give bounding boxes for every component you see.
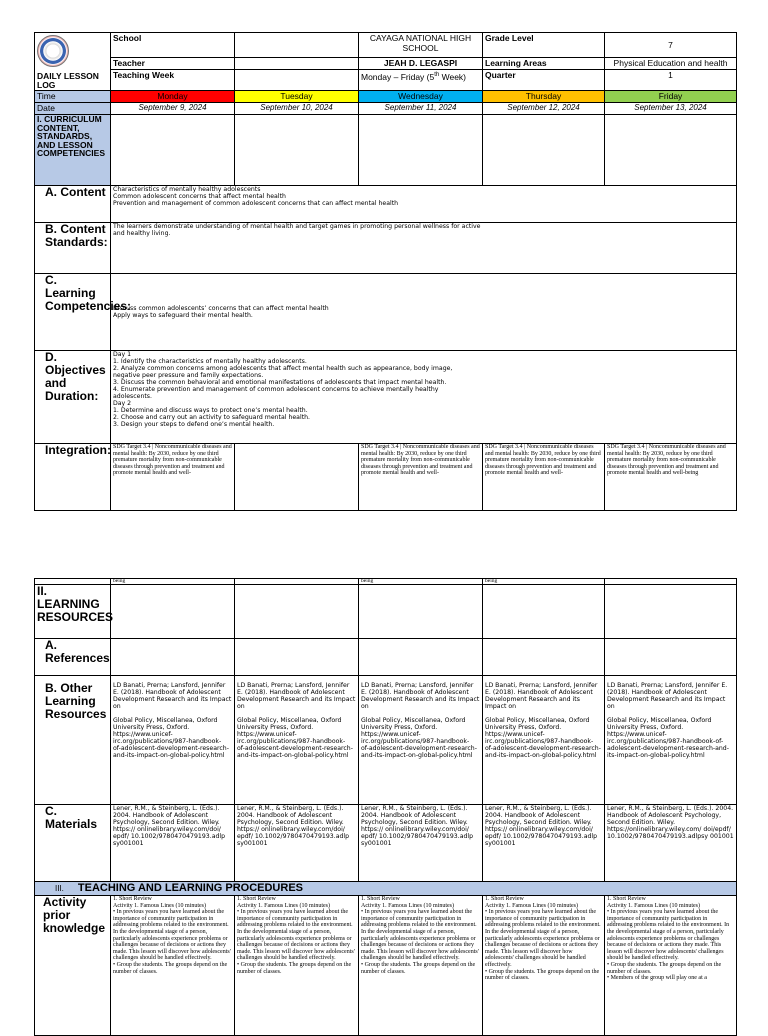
day-wednesday: Wednesday xyxy=(359,91,483,103)
school-value: CAYAGA NATIONAL HIGH SCHOOL xyxy=(359,33,483,58)
learning-competencies-label: C. Learning Competencies: xyxy=(35,274,111,351)
other-resources-monday: LD Banati, Prerna; Lansford, Jennifer E. (2018). Handbook of Adolescent Development Research and its Impact on Global Policy, Miscellanea, Oxford University Press, Oxford. https://www.unicef-irc.org/publications/987-handbook- of-adolescent-development-research-and-its-impact-on-global-policy.html xyxy=(111,676,235,805)
being-wednesday: being xyxy=(359,579,483,585)
grade-level-value: 7 xyxy=(605,33,737,58)
date-monday: September 9, 2024 xyxy=(111,103,235,115)
references-cell xyxy=(605,639,737,676)
grade-level-label: Grade Level xyxy=(483,33,605,58)
learning-areas-label: Learning Areas xyxy=(483,58,605,70)
date-label: Date xyxy=(35,103,111,115)
integration-label: Integration: xyxy=(35,444,111,511)
logo-cell xyxy=(35,33,111,91)
resources-cell xyxy=(111,585,235,639)
activity-wednesday: 1. Short Review Activity 1. Famous Lines (10 minutes) • In previous years you have learned about the importance of community participation in addressing problems related to the environment. In the developmental stage of a person, particularly adolescents experience problems or challenges because of decisions or actions they made. This lesson will discover how adolescents' challenges should be handled effectively. • Group the students. The groups depend on the number of classes. xyxy=(359,896,483,1036)
other-resources-tuesday: LD Banati, Prerna; Lansford, Jennifer E. (2018). Handbook of Adolescent Development Research and its Impact on Global Policy, Miscellanea, Oxford University Press, Oxford. https://www.unicef-irc.org/publications/987-handbook- of-adolescent-development-research-and-its-impact-on-global-policy.html xyxy=(235,676,359,805)
learning-resources-title: II. LEARNING RESOURCES xyxy=(35,585,111,639)
objectives-text: Day 1 1. Identify the characteristics of mentally healthy adolescents. 2. Analyze common concerns among adolescents that affect mental health such as appearance, body image, negative peer pressure and family expectations. 3. Discuss the common behavioral and emotional manifestations of adolescents that impact mental health. 4. Enumerate prevention and management of common adolescent concerns to achieve mentally healthy adolescents. Day 2 1. Determine and discuss ways to protect one’s mental health. 2. Choose and carry out an activity to safeguard mental health. 3. Design your steps to defend one’s mental health. xyxy=(111,351,737,444)
activity-prior-knowledge-label: Activity prior knowledge xyxy=(35,896,111,1036)
school-label: School xyxy=(111,33,235,58)
materials-friday: Lener, R.M., & Steinberg, L. (Eds.). 2004. Handbook of Adolescent Psychology, Second Edition. Wiley. https://onlinelibrary.wiley.com/ doi/epdf/ 10.1002/9780470479193.adlpsy 001001 xyxy=(605,805,737,882)
curriculum-cell xyxy=(235,115,359,186)
teacher-value: JEAH D. LEGASPI xyxy=(359,58,483,70)
being-monday: being xyxy=(111,579,235,585)
integration-monday: SDG Target 3.4 | Noncommunicable diseases and mental health: By 2030, reduce by one third premature mortality from non-communicable diseases through prevention and treatment and promote mental health and well- xyxy=(111,444,235,511)
teaching-week-label: Teaching Week xyxy=(111,70,235,91)
lesson-log-table-top xyxy=(34,32,737,511)
teacher-spacer xyxy=(235,58,359,70)
references-cell xyxy=(111,639,235,676)
materials-thursday: Lener, R.M., & Steinberg, L. (Eds.). 2004. Handbook of Adolescent Psychology, Second Edition. Wiley. https:// onlinelibrary.wiley.com/doi/ epdf/ 10.1002/9780470479193.adlp sy001001 xyxy=(483,805,605,882)
learning-areas-value: Physical Education and health xyxy=(605,58,737,70)
curriculum-cell xyxy=(483,115,605,186)
day-tuesday: Tuesday xyxy=(235,91,359,103)
teaching-week-spacer xyxy=(235,70,359,91)
quarter-value: 1 xyxy=(605,70,737,91)
integration-tuesday xyxy=(235,444,359,511)
curriculum-cell xyxy=(359,115,483,186)
curriculum-cell xyxy=(111,115,235,186)
other-resources-wednesday: LD Banati, Prerna; Lansford, Jennifer E. (2018). Handbook of Adolescent Development Research and its Impact on Global Policy, Miscellanea, Oxford University Press, Oxford. https://www.unicef-irc.org/publications/987-handbook- of-adolescent-development-research-and-its-impact-on-global-policy.html xyxy=(359,676,483,805)
integration-wednesday: SDG Target 3.4 | Noncommunicable diseases and mental health: By 2030, reduce by one third premature mortality from non-communicable diseases through prevention and treatment and promote mental health and well- xyxy=(359,444,483,511)
teaching-week-value: Monday – Friday (5th Week) xyxy=(359,70,483,91)
references-cell xyxy=(359,639,483,676)
content-standards-text: The learners demonstrate understanding of mental health and target games in promoting personal wellness for active and healthy living. xyxy=(111,223,737,274)
objectives-label: D. Objectives and Duration: xyxy=(35,351,111,444)
resources-cell xyxy=(483,585,605,639)
date-friday: September 13, 2024 xyxy=(605,103,737,115)
resources-cell xyxy=(605,585,737,639)
teacher-label: Teacher xyxy=(111,58,235,70)
curriculum-cell xyxy=(605,115,737,186)
quarter-label: Quarter xyxy=(483,70,605,91)
log-title: DAILY LESSON LOG xyxy=(37,71,99,90)
lesson-log-table-bottom xyxy=(34,578,737,1036)
activity-thursday: 1. Short Review Activity 1. Famous Lines (10 minutes) • In previous years you have learned about the importance of community participation in addressing problems related to the environment. In the developmental stage of a person, particularly adolescents experience problems or challenges because of decisions or actions they made. This lesson will discover how adolescents' challenges should be handled effectively. • Group the students. The groups depend on the number of classes. xyxy=(483,896,605,1036)
integration-friday: SDG Target 3.4 | Noncommunicable diseases and mental health: By 2030, reduce by one third premature mortality from non-communicable diseases through prevention and treatment and promote mental health and well-being xyxy=(605,444,737,511)
activity-tuesday: 1. Short Review Activity 1. Famous Lines (10 minutes) • In previous years you have learned about the importance of community participation in addressing problems related to the environment. In the developmental stage of a person, particularly adolescents experience problems or challenges because of decisions or actions they made. This lesson will discover how adolescents' challenges should be handled effectively. • Group the students. The groups depend on the number of classes. xyxy=(235,896,359,1036)
materials-wednesday: Lener, R.M., & Steinberg, L. (Eds.). 2004. Handbook of Adolescent Psychology, Second Edition. Wiley. https:// onlinelibrary.wiley.com/doi/ epdf/ 10.1002/9780470479193.adlp sy001001 xyxy=(359,805,483,882)
date-thursday: September 12, 2024 xyxy=(483,103,605,115)
content-label: A. Content xyxy=(35,186,111,223)
references-label: A. References xyxy=(35,639,111,676)
procedures-title: TEACHING AND LEARNING PROCEDURES xyxy=(77,882,303,894)
resources-cell xyxy=(235,585,359,639)
school-label-spacer xyxy=(235,33,359,58)
time-label: Time xyxy=(35,91,111,103)
date-tuesday: September 10, 2024 xyxy=(235,103,359,115)
day-friday: Friday xyxy=(605,91,737,103)
curriculum-section-title: I. CURRICULUM CONTENT, STANDARDS, AND LESSON COMPETENCIES xyxy=(35,115,111,186)
procedures-title-row xyxy=(35,882,737,896)
day-monday: Monday xyxy=(111,91,235,103)
procedures-number: III. xyxy=(55,884,64,893)
resources-cell xyxy=(359,585,483,639)
learning-competencies-text: Discuss common adolescents’ concerns that can affect mental health Apply ways to safeguard their mental health. xyxy=(111,274,737,351)
being-thursday: being xyxy=(483,579,605,585)
content-text: Characteristics of mentally healthy adolescents Common adolescent concerns that affect mental health Prevention and management of common adolescent concerns that can affect mental health xyxy=(111,186,737,223)
day-thursday: Thursday xyxy=(483,91,605,103)
references-cell xyxy=(235,639,359,676)
content-standards-label: B. Content Standards: xyxy=(35,223,111,274)
materials-monday: Lener, R.M., & Steinberg, L. (Eds.). 2004. Handbook of Adolescent Psychology, Second Edition. Wiley. https:// onlinelibrary.wiley.com/doi/ epdf/ 10.1002/9780470479193.adlp sy001001 xyxy=(111,805,235,882)
other-resources-friday: LD Banati, Prerna; Lansford, Jennifer E. (2018). Handbook of Adolescent Development Research and its Impact on Global Policy, Miscellanea, Oxford University Press, Oxford. https://www.unicef-irc.org/publications/987-handbook-of-adolescent-development-research-and-its-impact-on-global-policy.html xyxy=(605,676,737,805)
other-resources-label: B. Other Learning Resources xyxy=(35,676,111,805)
other-resources-thursday: LD Banati, Prerna; Lansford, Jennifer E. (2018). Handbook of Adolescent Development Research and its Impact on Global Policy, Miscellanea, Oxford University Press, Oxford. https://www.unicef-irc.org/publications/987-handbook- of-adolescent-development-research-and-its-impact-on-global-policy.html xyxy=(483,676,605,805)
date-wednesday: September 11, 2024 xyxy=(359,103,483,115)
materials-label: C. Materials xyxy=(35,805,111,882)
integration-thursday: SDG Target 3.4 | Noncommunicable diseases and mental health: By 2030, reduce by one third premature mortality from non-communicable diseases through prevention and treatment and promote mental health and well- xyxy=(483,444,605,511)
deped-seal-icon xyxy=(37,35,69,67)
activity-friday: 1. Short Review Activity 1. Famous Lines (10 minutes) • In previous years you have learned about the importance of community participation in addressing problems related to the environment. In the developmental stage of a person, particularly adolescents experience problems or challenges because of decisions or actions they made. This lesson will discover how adolescents' challenges should be handled effectively. • Group the students. The groups depend on the number of classes. • Members of the group will play one at a xyxy=(605,896,737,1036)
materials-tuesday: Lener, R.M., & Steinberg, L. (Eds.). 2004. Handbook of Adolescent Psychology, Second Edition. Wiley. https:// onlinelibrary.wiley.com/doi/ epdf/ 10.1002/9780470479193.adlp sy001001 xyxy=(235,805,359,882)
activity-monday: 1. Short Review Activity 1. Famous Lines (10 minutes) • In previous years you have learned about the importance of community participation in addressing problems related to the environment. In the developmental stage of a person, particularly adolescents experience problems or challenges because of decisions or actions they made. This lesson will discover how adolescents' challenges should be handled effectively. • Group the students. The groups depend on the number of classes. xyxy=(111,896,235,1036)
references-cell xyxy=(483,639,605,676)
